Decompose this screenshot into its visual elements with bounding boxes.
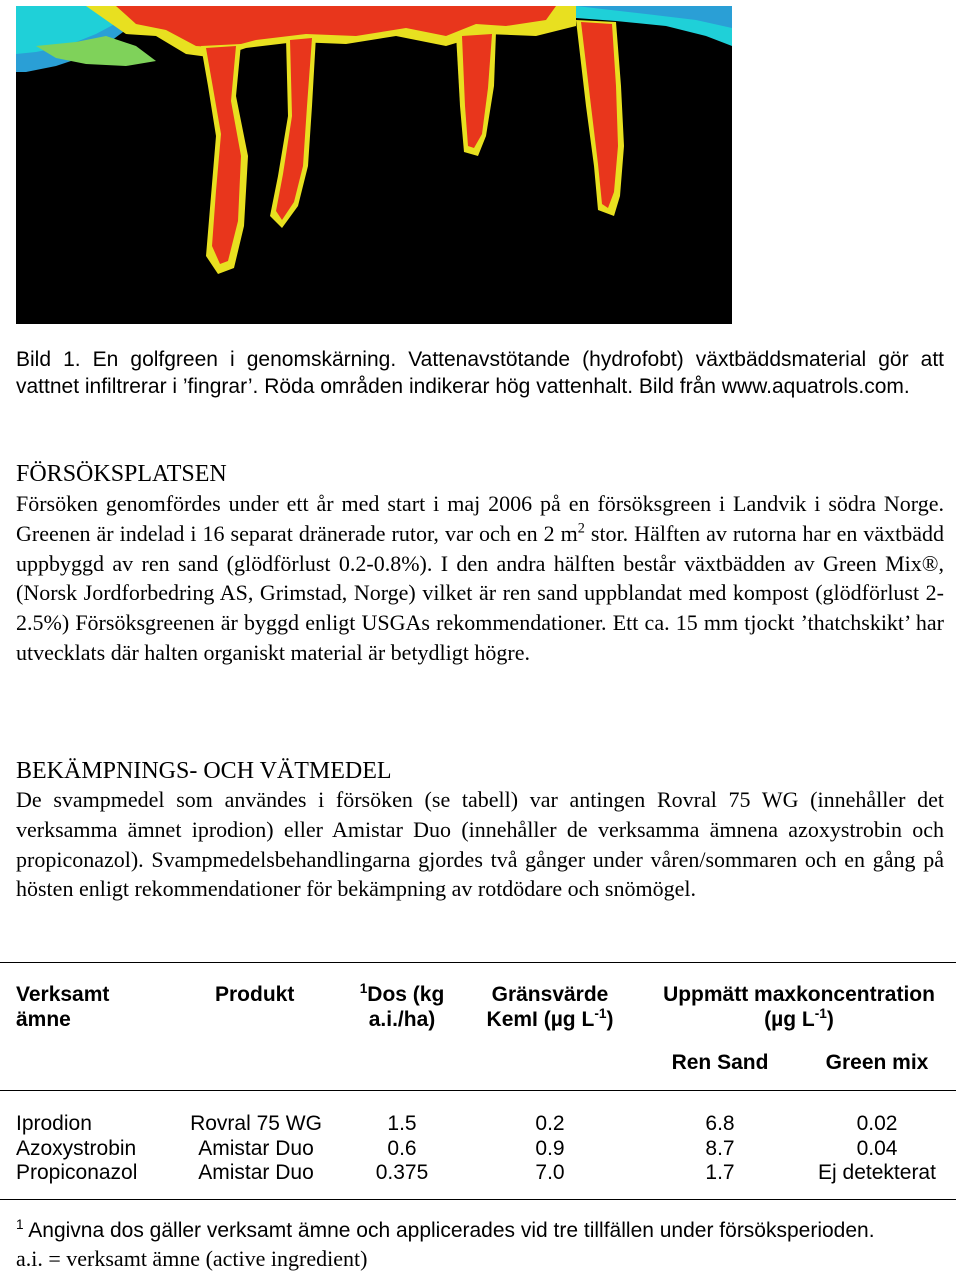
header-measured-close: ): [826, 1008, 834, 1031]
table-cell-sand: 6.8: [705, 1112, 735, 1135]
table-cell-limit: 0.9: [535, 1137, 565, 1160]
header-dose-superscript: 1: [359, 981, 368, 996]
table-cell-product: Amistar Duo: [198, 1137, 314, 1160]
test-site-superscript: 2: [577, 520, 585, 537]
footnote-dose-text: Angivna dos gäller verksamt ämne och applicerades vid tre tillfällen under försöksperioden.: [23, 1219, 875, 1242]
header-ren-sand: Ren Sand: [671, 1051, 769, 1074]
table-cell-substance: Iprodion: [16, 1112, 92, 1135]
section-heading-test-site: FÖRSÖKSPLATSEN: [16, 461, 227, 487]
soil-infiltration-image: [16, 6, 732, 324]
table-cell-dose: 0.375: [375, 1161, 429, 1184]
footnote-ai: a.i. = verksamt ämne (active ingredient): [16, 1246, 368, 1271]
header-limit: [475, 982, 625, 1032]
header-green-mix: Green mix: [825, 1051, 929, 1074]
test-site-text-1: Försöken genomfördes under ett år med start i maj 2006 på en försöksgreen i Landvik i södra Norge. Greenen är indelad i 16 separat dränerade rutor, var och en 2 m: [16, 491, 944, 546]
header-product: Produkt: [215, 983, 295, 1006]
header-dose-line2: a.i./ha): [368, 1008, 436, 1031]
header-measured: [648, 982, 950, 1032]
header-dose-text1: Dos (kg: [367, 983, 445, 1006]
footnote-marker: 1: [16, 1217, 24, 1232]
header-dose: [352, 982, 452, 1032]
header-measured-line1: Uppmätt maxkoncentration: [663, 983, 935, 1006]
table-cell-greenmix: Ej detekterat: [818, 1161, 936, 1184]
table-cell-greenmix: 0.04: [856, 1137, 898, 1160]
header-limit-text: KemI (µg L: [486, 1008, 595, 1031]
header-substance: [16, 982, 109, 1032]
table-cell-dose: 1.5: [387, 1112, 417, 1135]
header-measured-text: (µg L: [764, 1008, 815, 1031]
table-cell-greenmix: 0.02: [856, 1112, 898, 1135]
header-limit-line1: Gränsvärde: [491, 983, 609, 1006]
header-dose-line1: [352, 982, 452, 1007]
table-cell-product: Rovral 75 WG: [190, 1112, 322, 1135]
table-bottom-rule: [0, 1199, 956, 1200]
test-site-text-2: stor. Hälften av rutorna har en växtbädd uppbyggd av ren sand (glödförlust 0.2-0.8%). I den andra hälften består växtbädden av Green Mix®, (Norsk Jordforbedring AS, Grimstad, Norge) vilket är ren sand uppblandat med kompost (glödförlust 2-2.5%) Försöksgreenen är byggd enligt USGAs rekommendationer. Ett ca. 15 mm tjockt ’thatchskikt’ har utvecklats där halten organiskt material är betydligt högre.: [16, 520, 944, 665]
header-substance-line2: ämne: [16, 1008, 71, 1031]
table-cell-limit: 7.0: [535, 1161, 565, 1184]
header-limit-close: ): [606, 1008, 614, 1031]
header-measured-line2: [648, 1007, 950, 1032]
table-cell-limit: 0.2: [535, 1112, 565, 1135]
pesticides-paragraph: De svampmedel som användes i försöken (se tabell) var antingen Rovral 75 WG (innehåller det verksamma ämnet iprodion) eller Amistar Duo (innehåller de verksamma ämnena azoxystrobin och propiconazol). Svampmedelsbehandlingarna gjordes två gånger under våren/sommaren och en gång på hösten enligt rekommendationer för bekämpning av rotdödare och snömögel.: [16, 787, 944, 902]
section-heading-pesticides: BEKÄMPNINGS- OCH VÄTMEDEL: [16, 758, 392, 784]
footnote-dose: [16, 1217, 875, 1245]
header-limit-superscript: -1: [594, 1006, 607, 1021]
test-site-paragraph: [16, 489, 944, 668]
table-cell-product: Amistar Duo: [198, 1161, 314, 1184]
header-limit-line2: [475, 1007, 625, 1032]
table-cell-substance: Azoxystrobin: [16, 1137, 137, 1160]
table-cell-sand: 8.7: [705, 1137, 735, 1160]
figure-caption: Bild 1. En golfgreen i genomskärning. Vattenavstötande (hydrofobt) växtbäddsmaterial gör att vattnet infiltrerar i ’fingrar’. Röda områden indikerar hög vattenhalt. Bild från www.aquatrols.com.: [16, 348, 944, 398]
header-measured-superscript: -1: [814, 1006, 827, 1021]
table-cell-dose: 0.6: [387, 1137, 417, 1160]
table-header-rule: [0, 1090, 956, 1091]
header-substance-line1: Verksamt: [16, 983, 110, 1006]
table-cell-sand: 1.7: [705, 1161, 735, 1184]
table-top-rule: [0, 962, 956, 963]
table-cell-substance: Propiconazol: [16, 1161, 138, 1184]
